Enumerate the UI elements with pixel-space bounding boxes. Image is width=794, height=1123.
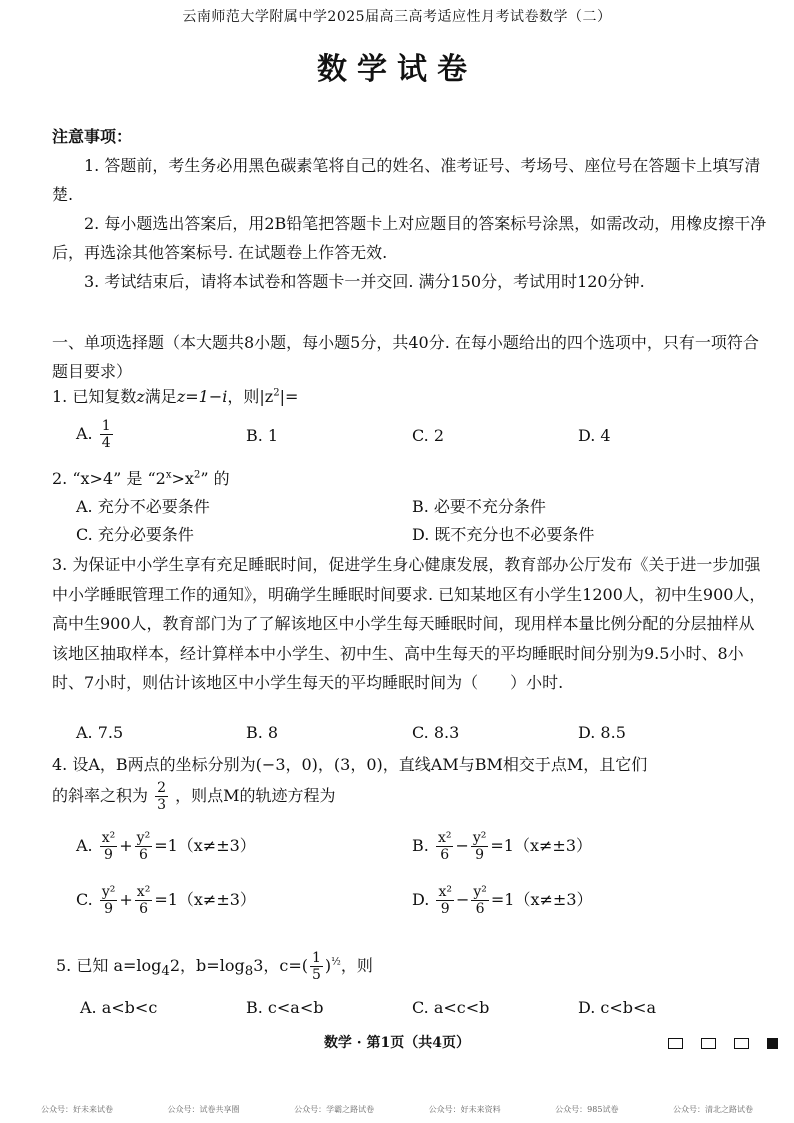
watermark: 公众号：试卷共享圈 xyxy=(167,1105,240,1114)
fraction: $\frac{2}{3}$ xyxy=(157,780,167,813)
option-a[interactable]: A. $\frac{\text{x²}}{9}$ + $\frac{\text{y²}}{6}$ =1（x≠±3） xyxy=(76,830,256,863)
option-d[interactable]: D. 8.5 xyxy=(578,723,626,742)
option-b[interactable]: B. 1 xyxy=(246,426,279,445)
fraction: $\frac{1}{4}$ xyxy=(101,418,111,451)
option-c[interactable]: C. 充分必要条件 xyxy=(76,525,194,544)
marker-square xyxy=(668,1038,683,1049)
option-a[interactable]: A. a<b<c xyxy=(80,998,158,1017)
option-b[interactable]: B. 必要不充分条件 xyxy=(412,497,546,516)
question-3-options xyxy=(76,723,756,747)
notice-list xyxy=(52,151,768,296)
option-d[interactable]: D. c<b<a xyxy=(578,998,656,1017)
marker-square xyxy=(734,1038,749,1049)
question-1-stem: 1. 已知复数z满足z=1−i，则$|z^2|=$ xyxy=(52,387,299,406)
watermark: 公众号：清北之路试卷 xyxy=(673,1105,753,1114)
section-heading: 一、单项选择题（本大题共8小题，每小题5分，共40分. 在每小题给出的四个选项中，只有一项符合题目要求） xyxy=(52,333,759,381)
question-2-stem: 2. “x>4” 是 “$2^x>x^2$” 的 xyxy=(52,469,230,488)
question-5-options xyxy=(76,998,756,1022)
watermark: 公众号：好未来试卷 xyxy=(40,1105,113,1114)
option-b[interactable]: B. $\frac{\text{x²}}{6}$ − $\frac{\text{y²}}{9}$ =1（x≠±3） xyxy=(412,830,592,863)
watermark: 公众号：985试卷 xyxy=(555,1105,619,1114)
page-title: 数学试卷 xyxy=(317,52,477,87)
notice-item: 2. 每小题选出答案后，用2B铅笔把答题卡上对应题目的答案标号涂黑，如需改动，用橡皮擦干净后，再选涂其他答案标号. 在试题卷上作答无效. xyxy=(52,214,767,262)
notice-heading: 注意事项： xyxy=(52,127,133,146)
page-markers xyxy=(668,1038,778,1049)
question-2-options xyxy=(76,494,756,548)
watermark-row xyxy=(0,1104,794,1115)
option-b[interactable]: B. c<a<b xyxy=(246,998,324,1017)
option-a[interactable]: A. $\frac{1}{4}$ xyxy=(76,418,111,451)
option-c[interactable]: C. 2 xyxy=(412,426,445,445)
option-d[interactable]: D. 4 xyxy=(578,426,611,445)
option-d[interactable]: D. $\frac{\text{x²}}{9}$ − $\frac{\text{y²}}{6}$ =1（x≠±3） xyxy=(412,884,593,917)
question-1-options xyxy=(76,412,756,458)
question-4-stem-2: 的斜率之积为 $\frac{2}{3}$ ，则点M的轨迹方程为 xyxy=(52,780,336,813)
option-a[interactable]: A. 充分不必要条件 xyxy=(76,497,210,516)
option-c[interactable]: C. a<c<b xyxy=(412,998,490,1017)
question-5-stem: 5. 已知 $a=\log_42$，$b=\log_83$，c=( $\frac{1}{5}$ )$^{\frac{1}{2}}$，则 xyxy=(56,950,373,983)
watermark: 公众号：好未来资料 xyxy=(428,1105,501,1114)
notice-item: 3. 考试结束后，请将本试卷和答题卡一并交回. 满分150分，考试用时120分钟. xyxy=(84,272,645,291)
option-d[interactable]: D. 既不充分也不必要条件 xyxy=(412,525,595,544)
marker-square xyxy=(701,1038,716,1049)
question-4-options xyxy=(76,830,756,930)
question-4-stem: 4. 设A，B两点的坐标分别为(−3，0)，(3，0)，直线AM与BM相交于点M，且它们 xyxy=(52,755,648,774)
option-b[interactable]: B. 8 xyxy=(246,723,279,742)
watermark: 公众号：学霸之路试卷 xyxy=(294,1105,375,1114)
option-c[interactable]: C. 8.3 xyxy=(412,723,460,742)
marker-square-filled xyxy=(767,1038,778,1049)
page-header: 云南师范大学附属中学2025届高三高考适应性月考试卷数学（二） xyxy=(182,9,612,25)
option-c[interactable]: C. $\frac{\text{y²}}{9}$ + $\frac{\text{x²}}{6}$ =1（x≠±3） xyxy=(76,884,256,917)
option-a[interactable]: A. 7.5 xyxy=(76,723,124,742)
question-3-stem: 3. 为保证中小学生享有充足睡眠时间，促进学生身心健康发展，教育部办公厅发布《关于进一步加强中小学睡眠管理工作的通知》，明确学生睡眠时间要求. 已知某地区有小学生1200人，初中生900人，高中生900人，教育部门为了了解该地区中小学生每天睡眠时间，现用样本量比例分配的分层抽样从该地区抽取样本，经计算样本中小学生、初中生、高中生每天的平均睡眠时间分别为9.5小时、8小时、7小时，则估计该地区中小学生每天的平均睡眠时间为（ ）小时. xyxy=(52,555,766,692)
notice-item: 1. 答题前，考生务必用黑色碳素笔将自己的姓名、准考证号、考场号、座位号在答题卡上填写清楚. xyxy=(52,156,761,204)
page-footer: 数学 · 第1页（共4页） xyxy=(323,1035,471,1051)
